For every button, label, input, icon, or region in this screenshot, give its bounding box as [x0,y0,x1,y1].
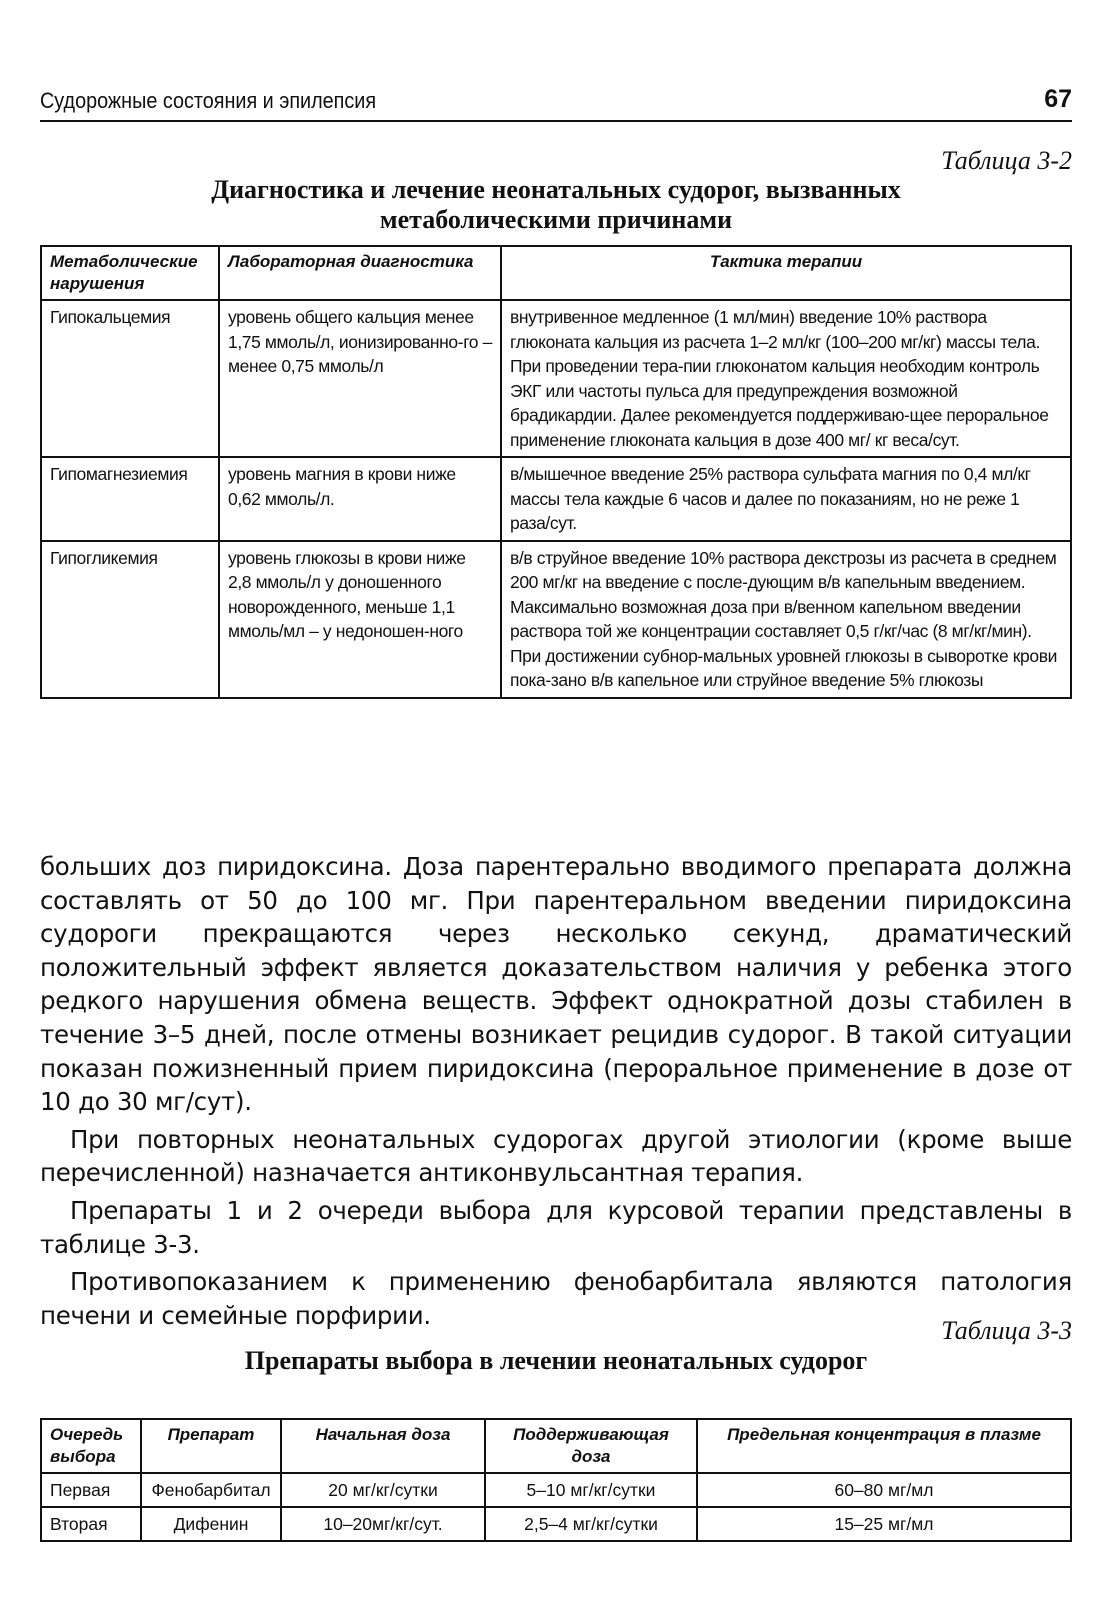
cell-order: Первая [41,1473,141,1507]
col-header-lab: Лабораторная диагностика [219,246,501,300]
page-number: 67 [1044,85,1072,113]
section-title: Судорожные состояния и эпилепсия [40,88,377,113]
table-3-2-label: Таблица 3-2 [941,146,1072,175]
cell-lab: уровень глюкозы в крови ниже 2,8 ммоль/л у доношенного новорожденного, меньше 1,1 ммоль/мл – у недоношен-ного [219,541,501,698]
col-header-therapy: Тактика терапии [501,246,1071,300]
table-3-2-title [40,175,1072,235]
running-header [40,80,1072,122]
cell-therapy: внутривенное медленное (1 мл/мин) введение 10% раствора глюконата кальция из расчета 1–2 мл/кг (100–200 мг/кг) массы тела. При проведении тера-пии глюконатом кальция необходим контроль ЭКГ или частоты пульса для предупреждения возможной брадикардии. Далее рекомендуется поддерживаю-щее пероральное применение глюконата кальция в дозе 400 мг/ кг веса/сут. [501,300,1071,457]
cell-maintenance-dose: 5–10 мг/кг/сутки [485,1473,697,1507]
cell-lab: уровень магния в крови ниже 0,62 ммоль/л. [219,457,501,541]
cell-therapy: в/в струйное введение 10% раствора декстрозы из расчета в среднем 200 мг/кг на введение с после-дующим в/в капельным введением. Максимально возможная доза при в/венном капельном введении раствора той же концентрации составляет 0,5 г/кг/час (8 мг/кг/мин). При достижении субнор-мальных уровней глюкозы в сыворотке крови пока-зано в/в капельное или струйное введение 5% глюкозы [501,541,1071,698]
col-header-drug: Препарат [141,1419,281,1473]
table-3-2 [40,245,1072,699]
table-row [41,1507,1071,1541]
cell-disorder: Гипомагнезиемия [41,457,219,541]
col-header-initial-dose: Начальная доза [281,1419,485,1473]
cell-drug: Фенобарбитал [141,1473,281,1507]
table-row [41,300,1071,457]
cell-drug: Дифенин [141,1507,281,1541]
col-header-disorder: Метаболические нарушения [41,246,219,300]
cell-initial-dose: 20 мг/кг/сутки [281,1473,485,1507]
cell-order: Вторая [41,1507,141,1541]
paragraph: Препараты 1 и 2 очереди выбора для курсовой терапии представлены в таблице 3-3. [40,1195,1072,1259]
cell-lab: уровень общего кальция менее 1,75 ммоль/л, ионизированно-го – менее 0,75 ммоль/л [219,300,501,457]
table-row [41,457,1071,541]
cell-disorder: Гипогликемия [41,541,219,698]
cell-therapy: в/мышечное введение 25% раствора сульфата магния по 0,4 мл/кг массы тела каждые 6 часов и далее по показаниям, но не реже 1 раза/сут. [501,457,1071,541]
paragraph: больших доз пиридоксина. Доза парентерально вводимого препарата должна составлять от 50 до 100 мг. При парентеральном введении пиридоксина судороги прекращаются через несколько секунд, драматический положительный эффект является доказательством наличия у ребенка этого редкого нарушения обмена веществ. Эффект однократной дозы стабилен в течение 3–5 дней, после отмены возникает рецидив судорог. В такой ситуации показан пожизненный прием пиридоксина (пероральное применение в дозе от 10 до 30 мг/сут). [40,852,1072,1117]
table-header-row [41,246,1071,300]
paragraph: Противопоказанием к применению фенобарбитала являются патология печени и семейные порфирии. [40,1267,1072,1330]
body-text [40,850,1072,1332]
table-row [41,541,1071,698]
table-3-2-title-line2: метаболическими причинами [379,205,733,234]
paragraph: При повторных неонатальных судорогах другой этиологии (кроме выше перечисленной) назначается антиконвульсантная терапия. [40,1124,1072,1188]
cell-initial-dose: 10–20мг/кг/сут. [281,1507,485,1541]
cell-maintenance-dose: 2,5–4 мг/кг/сутки [485,1507,697,1541]
table-header-row [41,1419,1071,1473]
table-row [41,1473,1071,1507]
table-3-3-title: Препараты выбора в лечении неонатальных судорог [244,1346,868,1375]
col-header-maintenance-dose: Поддерживающая доза [485,1419,697,1473]
cell-plasma-limit: 15–25 мг/мл [697,1507,1071,1541]
cell-plasma-limit: 60–80 мг/мл [697,1473,1071,1507]
table-3-2-title-line1: Диагностика и лечение неонатальных судорог, вызванных [211,175,901,204]
cell-disorder: Гипокальцемия [41,300,219,457]
table-3-3-label: Таблица 3-3 [941,1316,1072,1345]
col-header-plasma-limit: Предельная концентрация в плазме [697,1419,1071,1473]
table-3-3 [40,1418,1072,1542]
col-header-order: Очередь выбора [41,1419,141,1473]
